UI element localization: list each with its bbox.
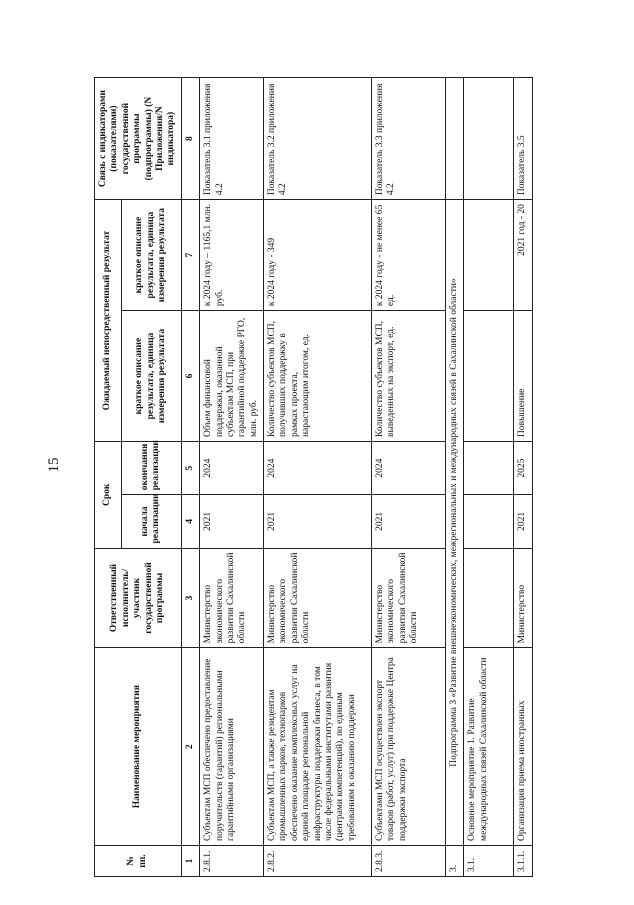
empty-cell [464, 200, 514, 311]
table-row [200, 78, 264, 877]
row-name: Субъектами МСП осуществлен экспорт товаров (работ, услуг) при поддержке Центра поддержки экспорта [372, 648, 446, 846]
row-num: 2.8.1. [200, 845, 264, 876]
col-number: 6 [181, 311, 199, 442]
row-start: 2021 [200, 495, 264, 548]
row-desc: Количество субъектов МСП, выведенных на экспорт, ед. [372, 311, 446, 442]
header-result-short: краткое описание результата, единица измерения результата [121, 200, 181, 311]
row-desc: Объем финансовой поддержки, оказанной субъектам МСП, при гарантийной поддержке РГО, млн. руб. [200, 311, 264, 442]
row-num: 2.8.2. [264, 845, 372, 876]
header-executor: Ответственный исполнитель/участник государственной программы [95, 548, 182, 648]
col-number: 4 [181, 495, 199, 548]
subprogram-row [446, 78, 464, 877]
subprogram-num: 3. [446, 845, 464, 876]
row-start: 2021 [514, 495, 532, 548]
row-name: Субъектам МСП, а также резидентам промышленных парков, технопарков обеспечено оказание комплексных услуг на единой площадке региональной инфраструктуры поддержки бизнеса, в том числе федеральными институтами развития (центрами компетенций), по единым требованиям к оказанию поддержки [264, 648, 372, 846]
row-executor: Министерство экономического развития Сахалинской области [200, 548, 264, 648]
row-end: 2024 [264, 442, 372, 495]
main-event-name: Основное мероприятие 1. Развитие международных связей Сахалинской области [464, 648, 514, 846]
col-number: 7 [181, 200, 199, 311]
row-start: 2021 [372, 495, 446, 548]
row-link: Показатель 3.1 приложения 4.2 [200, 78, 264, 200]
row-name: Организация приема иностранных [514, 648, 532, 846]
subprogram-empty [446, 78, 464, 200]
empty-cell [464, 311, 514, 442]
col-number: 2 [181, 648, 199, 846]
row-desc: Повышение [514, 311, 532, 442]
header-start: начала реализации [121, 495, 181, 548]
main-event-num: 3.1. [464, 845, 514, 876]
row-name: Субъектам МСП обеспечено предоставление поручительств (гарантий) региональными гарантийными организациями [200, 648, 264, 846]
table-row [514, 78, 532, 877]
header-end: окончания реализации [121, 442, 181, 495]
activity-plan-table [94, 77, 533, 877]
col-number: 5 [181, 442, 199, 495]
empty-cell [464, 442, 514, 495]
row-executor: Министерство [514, 548, 532, 648]
column-number-row [181, 78, 199, 877]
row-link: Показатель 3.3 приложения 4.2 [372, 78, 446, 200]
row-short: к 2024 году - не менее 65 ед. [372, 200, 446, 311]
header-num: № пп. [95, 845, 182, 876]
row-num: 3.1.1. [514, 845, 532, 876]
header-row-1 [95, 78, 122, 877]
row-end: 2024 [200, 442, 264, 495]
header-term: Срок [95, 442, 122, 549]
table-row [264, 78, 372, 877]
row-executor: Министерство экономического развития Сахалинской области [372, 548, 446, 648]
col-number: 1 [181, 845, 199, 876]
row-link: Показатель 3.2 приложения 4.2 [264, 78, 372, 200]
empty-cell [464, 78, 514, 200]
row-desc: Количество субъектов МСП, получивших поддержку в рамках проекта, нарастающим итогом, ед. [264, 311, 372, 442]
page-number: 15 [46, 457, 62, 473]
row-end: 2025 [514, 442, 532, 495]
row-link: Показатель 3.5 [514, 78, 532, 200]
main-event-row [464, 78, 514, 877]
table-row [372, 78, 446, 877]
row-short: к 2024 году - 349 [264, 200, 372, 311]
row-num: 2.8.3. [372, 845, 446, 876]
header-name: Наименование мероприятия [95, 648, 182, 846]
header-result-desc: краткое описание результата, единица измерения результата [121, 311, 181, 442]
header-link: Связь с индикаторами (показателями) государственной программы (подпрограммы) (N Приложения/N индикатора) [95, 78, 182, 200]
empty-cell [464, 495, 514, 548]
rotated-table-container [94, 77, 594, 877]
row-start: 2021 [264, 495, 372, 548]
col-number: 8 [181, 78, 199, 200]
empty-cell [464, 548, 514, 648]
row-executor: Министерство экономического развития Сахалинской области [264, 548, 372, 648]
row-end: 2024 [372, 442, 446, 495]
col-number: 3 [181, 548, 199, 648]
row-short: 2021 год - 20 [514, 200, 532, 311]
row-short: к 2024 году – 1165,1 млн. руб. [200, 200, 264, 311]
subprogram-title: Подпрограмма 3 «Развитие внешнеэкономических, межрегиональных и международных связей в Сахалинской области» [446, 200, 464, 846]
header-result: Ожидаемый непосредственный результат [95, 200, 122, 442]
